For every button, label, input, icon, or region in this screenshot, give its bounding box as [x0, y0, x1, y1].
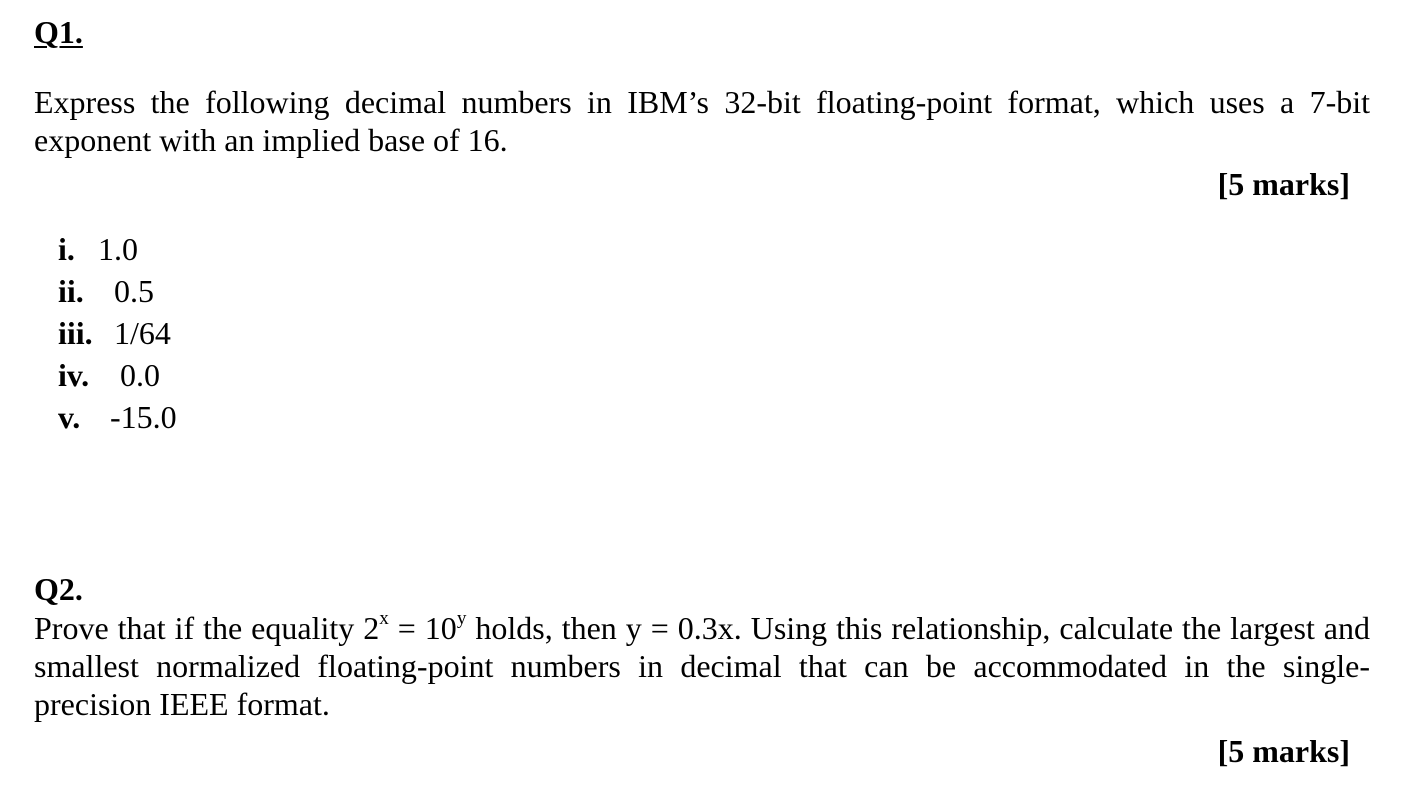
q2-text-part1: Prove that if the equality 2 — [34, 610, 380, 646]
q1-item-list — [58, 228, 177, 438]
list-item — [58, 312, 177, 354]
item-number: i. — [58, 231, 75, 267]
q1-marks: [5 marks] — [1217, 166, 1350, 202]
item-number: iii. — [58, 315, 93, 351]
q2-text-part3: holds, then y = 0.3x. Using this relationship, calculate the largest and smallest normalized floating-point numbers in decimal that can be accommodated in the single-precision IEEE format. — [34, 610, 1371, 722]
list-item — [58, 354, 177, 396]
item-value: -15.0 — [110, 399, 177, 435]
q2-marks: [5 marks] — [1217, 733, 1350, 769]
q2-heading: Q2. — [34, 571, 83, 607]
list-item — [58, 270, 177, 312]
item-number: v. — [58, 399, 81, 435]
q1-heading: Q1. — [34, 14, 83, 50]
item-number: iv. — [58, 357, 90, 393]
item-value: 1/64 — [114, 315, 171, 351]
list-item — [58, 228, 177, 270]
list-item — [58, 396, 177, 438]
exponent-y: y — [456, 608, 467, 630]
item-value: 0.5 — [114, 273, 154, 309]
item-number: ii. — [58, 273, 84, 309]
exponent-x: x — [379, 608, 389, 630]
q2-question-text — [34, 609, 1370, 723]
item-value: 1.0 — [98, 231, 138, 267]
q2-text-part2: = 10 — [388, 610, 457, 646]
q1-question-text: Express the following decimal numbers in IBM’s 32-bit floating-point format, which uses a 7-bit exponent with an implied base of 16. — [34, 84, 1370, 158]
item-value: 0.0 — [120, 357, 160, 393]
